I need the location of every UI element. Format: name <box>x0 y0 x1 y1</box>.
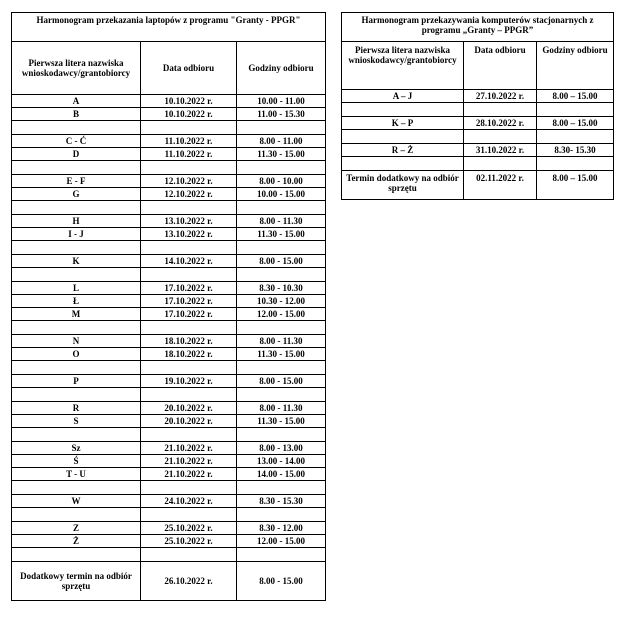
empty-cell <box>141 201 237 215</box>
empty-cell <box>237 361 326 375</box>
pickup-hours-cell: 8.00 - 11.30 <box>237 215 326 228</box>
pickup-date-cell: 17.10.2022 r. <box>141 295 237 308</box>
extra-term-date: 26.10.2022 r. <box>141 562 237 601</box>
header-surname-letter: Pierwsza litera nazwiska wnioskodawcy/grantobiorcy <box>342 42 464 90</box>
pickup-hours-cell: 10.00 - 11.00 <box>237 95 326 108</box>
spacer-row <box>12 268 326 282</box>
pickup-date-cell: 12.10.2022 r. <box>141 188 237 201</box>
empty-cell <box>12 508 141 522</box>
empty-cell <box>12 548 141 562</box>
empty-cell <box>237 161 326 175</box>
empty-cell <box>141 428 237 442</box>
spacer-row <box>342 130 614 144</box>
pickup-date-cell: 11.10.2022 r. <box>141 148 237 161</box>
table-row <box>342 117 614 130</box>
table-row <box>12 442 326 455</box>
pickup-date-cell: 25.10.2022 r. <box>141 522 237 535</box>
surname-letter-cell: Z <box>12 522 141 535</box>
empty-cell <box>12 201 141 215</box>
empty-cell <box>141 268 237 282</box>
pickup-hours-cell: 14.00 - 15.00 <box>237 468 326 481</box>
pickup-date-cell: 24.10.2022 r. <box>141 495 237 508</box>
pickup-hours-cell: 8.30 - 15.30 <box>237 495 326 508</box>
pickup-date-cell: 21.10.2022 r. <box>141 455 237 468</box>
pickup-date-cell: 11.10.2022 r. <box>141 135 237 148</box>
pickup-hours-cell: 11.30 - 15.00 <box>237 228 326 241</box>
pickup-date-cell: 20.10.2022 r. <box>141 415 237 428</box>
empty-cell <box>141 361 237 375</box>
table-row <box>12 282 326 295</box>
empty-cell <box>237 121 326 135</box>
pickup-date-cell: 13.10.2022 r. <box>141 215 237 228</box>
empty-cell <box>237 388 326 402</box>
header-pickup-date: Data odbioru <box>141 42 237 95</box>
pickup-hours-cell: 10.30 - 12.00 <box>237 295 326 308</box>
table-row <box>12 255 326 268</box>
empty-cell <box>237 508 326 522</box>
surname-letter-cell: E - F <box>12 175 141 188</box>
spacer-row <box>12 361 326 375</box>
empty-cell <box>141 388 237 402</box>
table-row <box>342 90 614 103</box>
pickup-date-cell: 21.10.2022 r. <box>141 468 237 481</box>
extra-term-date: 02.11.2022 r. <box>464 171 537 200</box>
empty-cell <box>12 321 141 335</box>
empty-cell <box>342 130 464 144</box>
table-row <box>12 468 326 481</box>
spacer-row <box>12 121 326 135</box>
surname-letter-cell: L <box>12 282 141 295</box>
empty-cell <box>141 121 237 135</box>
spacer-row <box>12 388 326 402</box>
empty-cell <box>141 241 237 255</box>
spacer-row <box>12 161 326 175</box>
table-row <box>12 335 326 348</box>
pickup-hours-cell: 11.00 - 15.30 <box>237 108 326 121</box>
pickup-hours-cell: 10.00 - 15.00 <box>237 188 326 201</box>
pickup-hours-cell: 8.00 - 15.00 <box>237 375 326 388</box>
empty-cell <box>12 481 141 495</box>
pickup-date-cell: 14.10.2022 r. <box>141 255 237 268</box>
surname-letter-cell: C - Ć <box>12 135 141 148</box>
pickup-hours-cell: 8.00 - 11.00 <box>237 135 326 148</box>
pickup-hours-cell: 12.00 - 15.00 <box>237 535 326 548</box>
pickup-hours-cell: 8.00 - 11.30 <box>237 402 326 415</box>
pickup-date-cell: 13.10.2022 r. <box>141 228 237 241</box>
laptop-schedule-table <box>11 12 326 601</box>
pickup-hours-cell: 8.00 – 15.00 <box>537 117 614 130</box>
surname-letter-cell: W <box>12 495 141 508</box>
surname-letter-cell: A <box>12 95 141 108</box>
empty-cell <box>237 268 326 282</box>
surname-letter-cell: T - U <box>12 468 141 481</box>
pickup-date-cell: 31.10.2022 r. <box>464 144 537 157</box>
empty-cell <box>342 157 464 171</box>
table-row <box>12 108 326 121</box>
surname-letter-cell: Ż <box>12 535 141 548</box>
pickup-date-cell: 27.10.2022 r. <box>464 90 537 103</box>
pickup-date-cell: 19.10.2022 r. <box>141 375 237 388</box>
table-row <box>12 188 326 201</box>
spacer-row <box>12 321 326 335</box>
header-pickup-date: Data odbioru <box>464 42 537 90</box>
empty-cell <box>12 361 141 375</box>
surname-letter-cell: P <box>12 375 141 388</box>
surname-letter-cell: O <box>12 348 141 361</box>
pickup-hours-cell: 13.00 - 14.00 <box>237 455 326 468</box>
empty-cell <box>537 157 614 171</box>
pickup-hours-cell: 11.30 - 15.00 <box>237 348 326 361</box>
empty-cell <box>141 548 237 562</box>
empty-cell <box>237 481 326 495</box>
table-row <box>12 522 326 535</box>
empty-cell <box>237 321 326 335</box>
table-row <box>12 215 326 228</box>
empty-cell <box>12 121 141 135</box>
empty-cell <box>237 201 326 215</box>
desktop-schedule-title: Harmonogram przekazywania komputerów stacjonarnych z programu „Granty – PPGR” <box>342 13 614 42</box>
empty-cell <box>12 268 141 282</box>
surname-letter-cell: K <box>12 255 141 268</box>
pickup-date-cell: 28.10.2022 r. <box>464 117 537 130</box>
surname-letter-cell: D <box>12 148 141 161</box>
empty-cell <box>237 241 326 255</box>
extra-term-label: Dodatkowy termin na odbiór sprzętu <box>12 562 141 601</box>
spacer-row <box>342 157 614 171</box>
spacer-row <box>342 103 614 117</box>
pickup-hours-cell: 8.00 - 11.30 <box>237 335 326 348</box>
surname-letter-cell: A – J <box>342 90 464 103</box>
empty-cell <box>12 388 141 402</box>
empty-cell <box>237 428 326 442</box>
empty-cell <box>537 130 614 144</box>
empty-cell <box>464 103 537 117</box>
surname-letter-cell: M <box>12 308 141 321</box>
surname-letter-cell: S <box>12 415 141 428</box>
pickup-hours-cell: 12.00 - 15.00 <box>237 308 326 321</box>
empty-cell <box>12 161 141 175</box>
pickup-date-cell: 18.10.2022 r. <box>141 348 237 361</box>
empty-cell <box>141 161 237 175</box>
table-row <box>12 535 326 548</box>
empty-cell <box>464 130 537 144</box>
spacer-row <box>12 481 326 495</box>
table-row <box>12 308 326 321</box>
pickup-date-cell: 17.10.2022 r. <box>141 282 237 295</box>
empty-cell <box>12 428 141 442</box>
header-surname-letter: Pierwsza litera nazwiska wnioskodawcy/grantobiorcy <box>12 42 141 95</box>
table-row <box>342 144 614 157</box>
spacer-row <box>12 548 326 562</box>
header-pickup-hours: Godziny odbioru <box>537 42 614 90</box>
extra-term-hours: 8.00 – 15.00 <box>537 171 614 200</box>
pickup-date-cell: 17.10.2022 r. <box>141 308 237 321</box>
surname-letter-cell: H <box>12 215 141 228</box>
table-row <box>12 455 326 468</box>
laptop-schedule-title: Harmonogram przekazania laptopów z programu "Granty - PPGR" <box>12 13 326 42</box>
surname-letter-cell: R <box>12 402 141 415</box>
surname-letter-cell: N <box>12 335 141 348</box>
pickup-date-cell: 20.10.2022 r. <box>141 402 237 415</box>
table-row <box>12 415 326 428</box>
empty-cell <box>237 548 326 562</box>
spacer-row <box>12 201 326 215</box>
extra-term-hours: 8.00 - 15.00 <box>237 562 326 601</box>
empty-cell <box>464 157 537 171</box>
header-pickup-hours: Godziny odbioru <box>237 42 326 95</box>
surname-letter-cell: B <box>12 108 141 121</box>
pickup-hours-cell: 8.30 - 12.00 <box>237 522 326 535</box>
pickup-date-cell: 10.10.2022 r. <box>141 108 237 121</box>
table-row <box>12 495 326 508</box>
surname-letter-cell: Ł <box>12 295 141 308</box>
empty-cell <box>342 103 464 117</box>
surname-letter-cell: I - J <box>12 228 141 241</box>
surname-letter-cell: Sz <box>12 442 141 455</box>
pickup-hours-cell: 8.00 - 13.00 <box>237 442 326 455</box>
extra-term-row <box>342 171 614 200</box>
pickup-date-cell: 18.10.2022 r. <box>141 335 237 348</box>
surname-letter-cell: K – P <box>342 117 464 130</box>
empty-cell <box>141 508 237 522</box>
pickup-date-cell: 12.10.2022 r. <box>141 175 237 188</box>
empty-cell <box>537 103 614 117</box>
surname-letter-cell: G <box>12 188 141 201</box>
table-row <box>12 402 326 415</box>
pickup-hours-cell: 8.30- 15.30 <box>537 144 614 157</box>
empty-cell <box>141 321 237 335</box>
pickup-date-cell: 25.10.2022 r. <box>141 535 237 548</box>
empty-cell <box>12 241 141 255</box>
table-row <box>12 175 326 188</box>
spacer-row <box>12 428 326 442</box>
pickup-hours-cell: 8.00 - 10.00 <box>237 175 326 188</box>
pickup-hours-cell: 11.30 - 15.00 <box>237 148 326 161</box>
table-row <box>12 95 326 108</box>
extra-term-row <box>12 562 326 601</box>
spacer-row <box>12 508 326 522</box>
pickup-hours-cell: 8.30 - 10.30 <box>237 282 326 295</box>
surname-letter-cell: R – Ż <box>342 144 464 157</box>
desktop-schedule-table <box>341 12 614 200</box>
table-row <box>12 348 326 361</box>
empty-cell <box>141 481 237 495</box>
table-row <box>12 375 326 388</box>
surname-letter-cell: Ś <box>12 455 141 468</box>
table-row <box>12 295 326 308</box>
table-row <box>12 148 326 161</box>
extra-term-label: Termin dodatkowy na odbiór sprzętu <box>342 171 464 200</box>
pickup-hours-cell: 8.00 – 15.00 <box>537 90 614 103</box>
pickup-hours-cell: 8.00 - 15.00 <box>237 255 326 268</box>
pickup-date-cell: 21.10.2022 r. <box>141 442 237 455</box>
pickup-date-cell: 10.10.2022 r. <box>141 95 237 108</box>
table-row <box>12 135 326 148</box>
table-row <box>12 228 326 241</box>
pickup-hours-cell: 11.30 - 15.00 <box>237 415 326 428</box>
spacer-row <box>12 241 326 255</box>
